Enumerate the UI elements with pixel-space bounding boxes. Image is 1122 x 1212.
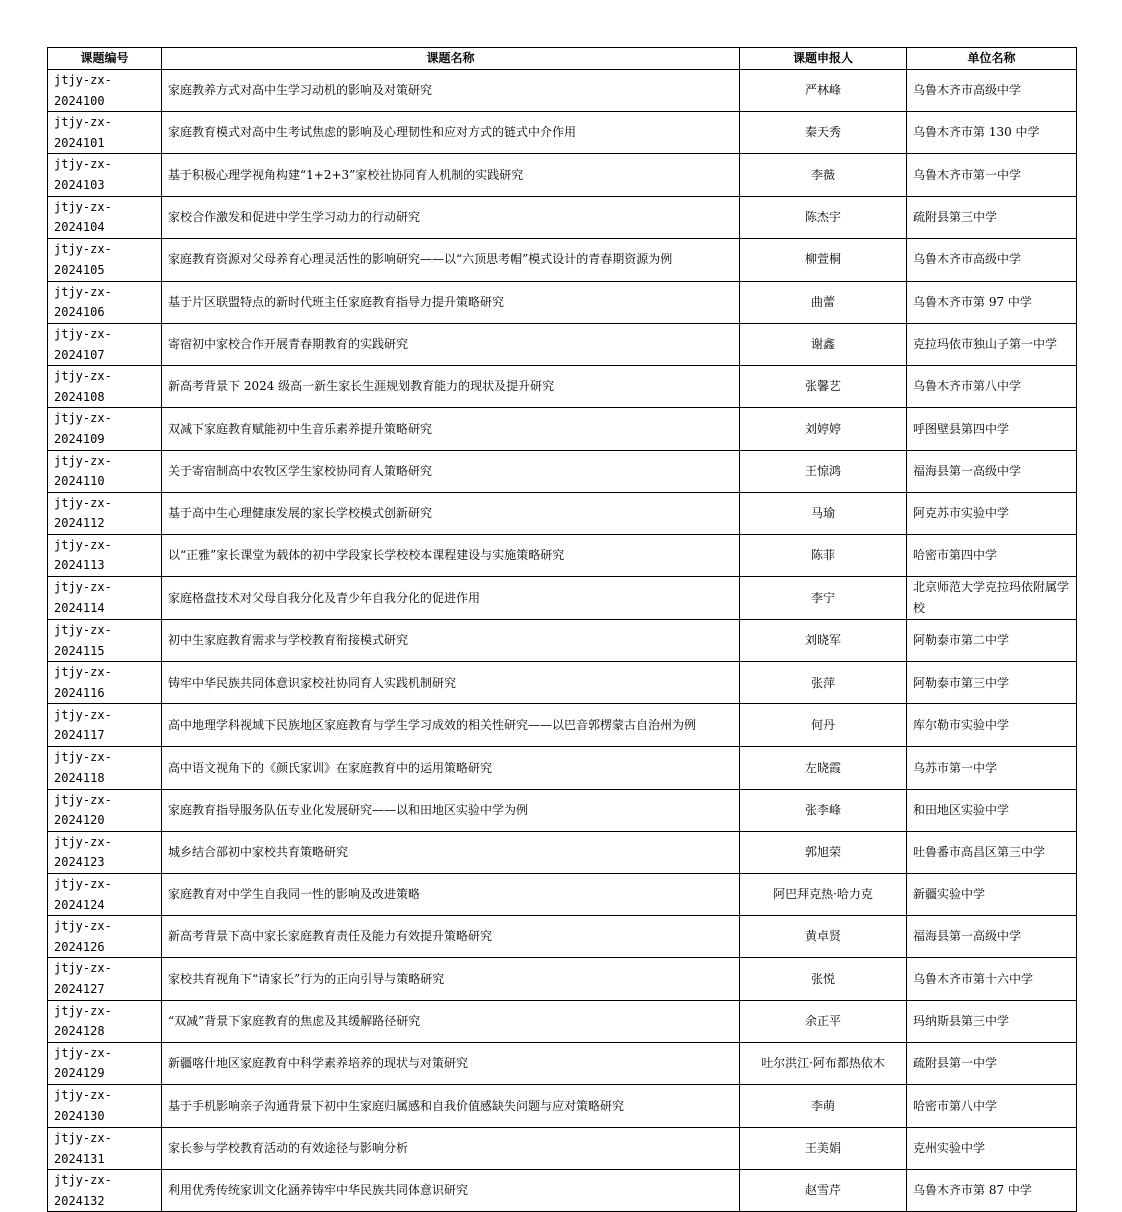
table-row	[48, 1000, 1077, 1042]
cell-code: jtjy-zx-2024132	[48, 1170, 162, 1212]
cell-person: 张悦	[740, 958, 907, 1000]
cell-person: 赵雪芹	[740, 1170, 907, 1212]
cell-person: 秦天秀	[740, 112, 907, 154]
cell-person: 余正平	[740, 1000, 907, 1042]
cell-unit: 乌鲁木齐市第一中学	[907, 154, 1077, 196]
cell-code: jtjy-zx-2024100	[48, 70, 162, 112]
cell-name: 高中语文视角下的《颜氏家训》在家庭教育中的运用策略研究	[162, 747, 740, 789]
cell-name: 家庭教育资源对父母养育心理灵活性的影响研究——以“六顶思考帽”模式设计的青春期资源为例	[162, 238, 740, 281]
cell-person: 陈菲	[740, 534, 907, 576]
cell-unit: 乌鲁木齐市第十六中学	[907, 958, 1077, 1000]
cell-code: jtjy-zx-2024116	[48, 662, 162, 704]
table-row	[48, 1084, 1077, 1127]
cell-name: 家庭格盘技术对父母自我分化及青少年自我分化的促进作用	[162, 577, 740, 620]
table-row	[48, 874, 1077, 916]
cell-unit: 和田地区实验中学	[907, 789, 1077, 831]
cell-unit: 乌鲁木齐市高级中学	[907, 238, 1077, 281]
cell-person: 李薇	[740, 154, 907, 196]
table-row	[48, 112, 1077, 154]
table-row	[48, 450, 1077, 492]
cell-code: jtjy-zx-2024127	[48, 958, 162, 1000]
cell-code: jtjy-zx-2024101	[48, 112, 162, 154]
cell-code: jtjy-zx-2024112	[48, 492, 162, 534]
header-person: 课题申报人	[740, 48, 907, 70]
cell-person: 黄卓贤	[740, 916, 907, 958]
cell-person: 郭旭荣	[740, 831, 907, 873]
cell-name: 基于片区联盟特点的新时代班主任家庭教育指导力提升策略研究	[162, 281, 740, 323]
cell-code: jtjy-zx-2024108	[48, 366, 162, 408]
cell-name: 以“正雅”家长课堂为载体的初中学段家长学校校本课程建设与实施策略研究	[162, 534, 740, 576]
cell-unit: 哈密市第八中学	[907, 1084, 1077, 1127]
cell-person: 曲蕾	[740, 281, 907, 323]
cell-name: 铸牢中华民族共同体意识家校社协同育人实践机制研究	[162, 662, 740, 704]
cell-name: 新高考背景下 2024 级高一新生家长生涯规划教育能力的现状及提升研究	[162, 366, 740, 408]
cell-unit: 疏附县第三中学	[907, 196, 1077, 238]
cell-name: 寄宿初中家校合作开展青春期教育的实践研究	[162, 323, 740, 365]
header-code: 课题编号	[48, 48, 162, 70]
cell-code: jtjy-zx-2024105	[48, 238, 162, 281]
cell-name: 家校合作激发和促进中学生学习动力的行动研究	[162, 196, 740, 238]
table-row	[48, 1042, 1077, 1084]
table-row	[48, 366, 1077, 408]
cell-unit: 哈密市第四中学	[907, 534, 1077, 576]
table-row	[48, 916, 1077, 958]
table-row	[48, 196, 1077, 238]
cell-code: jtjy-zx-2024128	[48, 1000, 162, 1042]
cell-code: jtjy-zx-2024124	[48, 874, 162, 916]
table-row	[48, 492, 1077, 534]
cell-name: 家庭教养方式对高中生学习动机的影响及对策研究	[162, 70, 740, 112]
table-row	[48, 704, 1077, 747]
cell-code: jtjy-zx-2024115	[48, 620, 162, 662]
cell-name: 基于积极心理学视角构建“1+2+3”家校社协同育人机制的实践研究	[162, 154, 740, 196]
cell-unit: 玛纳斯县第三中学	[907, 1000, 1077, 1042]
table-row	[48, 534, 1077, 576]
cell-name: 家庭教育模式对高中生考试焦虑的影响及心理韧性和应对方式的链式中介作用	[162, 112, 740, 154]
cell-name: 家庭教育指导服务队伍专业化发展研究——以和田地区实验中学为例	[162, 789, 740, 831]
cell-name: 家庭教育对中学生自我同一性的影响及改进策略	[162, 874, 740, 916]
cell-person: 张馨艺	[740, 366, 907, 408]
cell-name: 初中生家庭教育需求与学校教育衔接模式研究	[162, 620, 740, 662]
cell-person: 刘婷婷	[740, 408, 907, 450]
cell-unit: 乌鲁木齐市第 130 中学	[907, 112, 1077, 154]
header-name: 课题名称	[162, 48, 740, 70]
table-row	[48, 1127, 1077, 1169]
cell-code: jtjy-zx-2024118	[48, 747, 162, 789]
cell-person: 李萌	[740, 1084, 907, 1127]
cell-unit: 疏附县第一中学	[907, 1042, 1077, 1084]
table-row	[48, 281, 1077, 323]
table-row	[48, 238, 1077, 281]
cell-person: 张李峰	[740, 789, 907, 831]
cell-name: 利用优秀传统家训文化涵养铸牢中华民族共同体意识研究	[162, 1170, 740, 1212]
cell-person: 王美娟	[740, 1127, 907, 1169]
cell-code: jtjy-zx-2024107	[48, 323, 162, 365]
cell-unit: 北京师范大学克拉玛依附属学校	[907, 577, 1077, 620]
cell-person: 左晓霞	[740, 747, 907, 789]
cell-person: 严林峰	[740, 70, 907, 112]
cell-person: 李宁	[740, 577, 907, 620]
cell-unit: 乌鲁木齐市高级中学	[907, 70, 1077, 112]
cell-unit: 吐鲁番市高昌区第三中学	[907, 831, 1077, 873]
cell-name: 基于高中生心理健康发展的家长学校模式创新研究	[162, 492, 740, 534]
cell-unit: 克州实验中学	[907, 1127, 1077, 1169]
cell-unit: 库尔勒市实验中学	[907, 704, 1077, 747]
table-row	[48, 958, 1077, 1000]
table-row	[48, 577, 1077, 620]
table-row	[48, 408, 1077, 450]
cell-code: jtjy-zx-2024126	[48, 916, 162, 958]
header-row	[48, 48, 1077, 70]
table-row	[48, 1170, 1077, 1212]
cell-unit: 乌苏市第一中学	[907, 747, 1077, 789]
table-row	[48, 323, 1077, 365]
cell-person: 阿巴拜克热·哈力克	[740, 874, 907, 916]
cell-code: jtjy-zx-2024129	[48, 1042, 162, 1084]
cell-code: jtjy-zx-2024113	[48, 534, 162, 576]
cell-name: 双减下家庭教育赋能初中生音乐素养提升策略研究	[162, 408, 740, 450]
cell-unit: 新疆实验中学	[907, 874, 1077, 916]
cell-person: 何丹	[740, 704, 907, 747]
cell-unit: 福海县第一高级中学	[907, 450, 1077, 492]
cell-unit: 阿克苏市实验中学	[907, 492, 1077, 534]
table-row	[48, 747, 1077, 789]
project-table	[47, 47, 1077, 1212]
cell-code: jtjy-zx-2024104	[48, 196, 162, 238]
cell-code: jtjy-zx-2024130	[48, 1084, 162, 1127]
cell-unit: 阿勒泰市第二中学	[907, 620, 1077, 662]
table-row	[48, 789, 1077, 831]
cell-code: jtjy-zx-2024114	[48, 577, 162, 620]
cell-name: 家校共育视角下“请家长”行为的正向引导与策略研究	[162, 958, 740, 1000]
table-row	[48, 154, 1077, 196]
cell-unit: 乌鲁木齐市第 97 中学	[907, 281, 1077, 323]
table-row	[48, 831, 1077, 873]
table-row	[48, 620, 1077, 662]
cell-code: jtjy-zx-2024131	[48, 1127, 162, 1169]
cell-code: jtjy-zx-2024117	[48, 704, 162, 747]
cell-code: jtjy-zx-2024103	[48, 154, 162, 196]
cell-person: 谢鑫	[740, 323, 907, 365]
cell-person: 刘晓军	[740, 620, 907, 662]
cell-code: jtjy-zx-2024109	[48, 408, 162, 450]
cell-person: 张萍	[740, 662, 907, 704]
cell-name: 家长参与学校教育活动的有效途径与影响分析	[162, 1127, 740, 1169]
cell-person: 马瑜	[740, 492, 907, 534]
cell-unit: 呼图壁县第四中学	[907, 408, 1077, 450]
cell-name: 基于手机影响亲子沟通背景下初中生家庭归属感和自我价值感缺失问题与应对策略研究	[162, 1084, 740, 1127]
cell-person: 吐尔洪江·阿布都热依木	[740, 1042, 907, 1084]
cell-name: 城乡结合部初中家校共育策略研究	[162, 831, 740, 873]
table-body	[48, 70, 1077, 1212]
cell-code: jtjy-zx-2024110	[48, 450, 162, 492]
cell-unit: 阿勒泰市第三中学	[907, 662, 1077, 704]
cell-unit: 乌鲁木齐市第八中学	[907, 366, 1077, 408]
cell-name: 新疆喀什地区家庭教育中科学素养培养的现状与对策研究	[162, 1042, 740, 1084]
cell-unit: 克拉玛依市独山子第一中学	[907, 323, 1077, 365]
cell-person: 陈杰宇	[740, 196, 907, 238]
cell-name: 高中地理学科视域下民族地区家庭教育与学生学习成效的相关性研究——以巴音郭楞蒙古自治州为例	[162, 704, 740, 747]
table-row	[48, 70, 1077, 112]
cell-unit: 福海县第一高级中学	[907, 916, 1077, 958]
cell-person: 王惊鸿	[740, 450, 907, 492]
cell-name: “双减”背景下家庭教育的焦虑及其缓解路径研究	[162, 1000, 740, 1042]
cell-person: 柳萱桐	[740, 238, 907, 281]
cell-code: jtjy-zx-2024106	[48, 281, 162, 323]
cell-name: 新高考背景下高中家长家庭教育责任及能力有效提升策略研究	[162, 916, 740, 958]
table-row	[48, 662, 1077, 704]
cell-code: jtjy-zx-2024123	[48, 831, 162, 873]
cell-unit: 乌鲁木齐市第 87 中学	[907, 1170, 1077, 1212]
cell-name: 关于寄宿制高中农牧区学生家校协同育人策略研究	[162, 450, 740, 492]
header-unit: 单位名称	[907, 48, 1077, 70]
cell-code: jtjy-zx-2024120	[48, 789, 162, 831]
